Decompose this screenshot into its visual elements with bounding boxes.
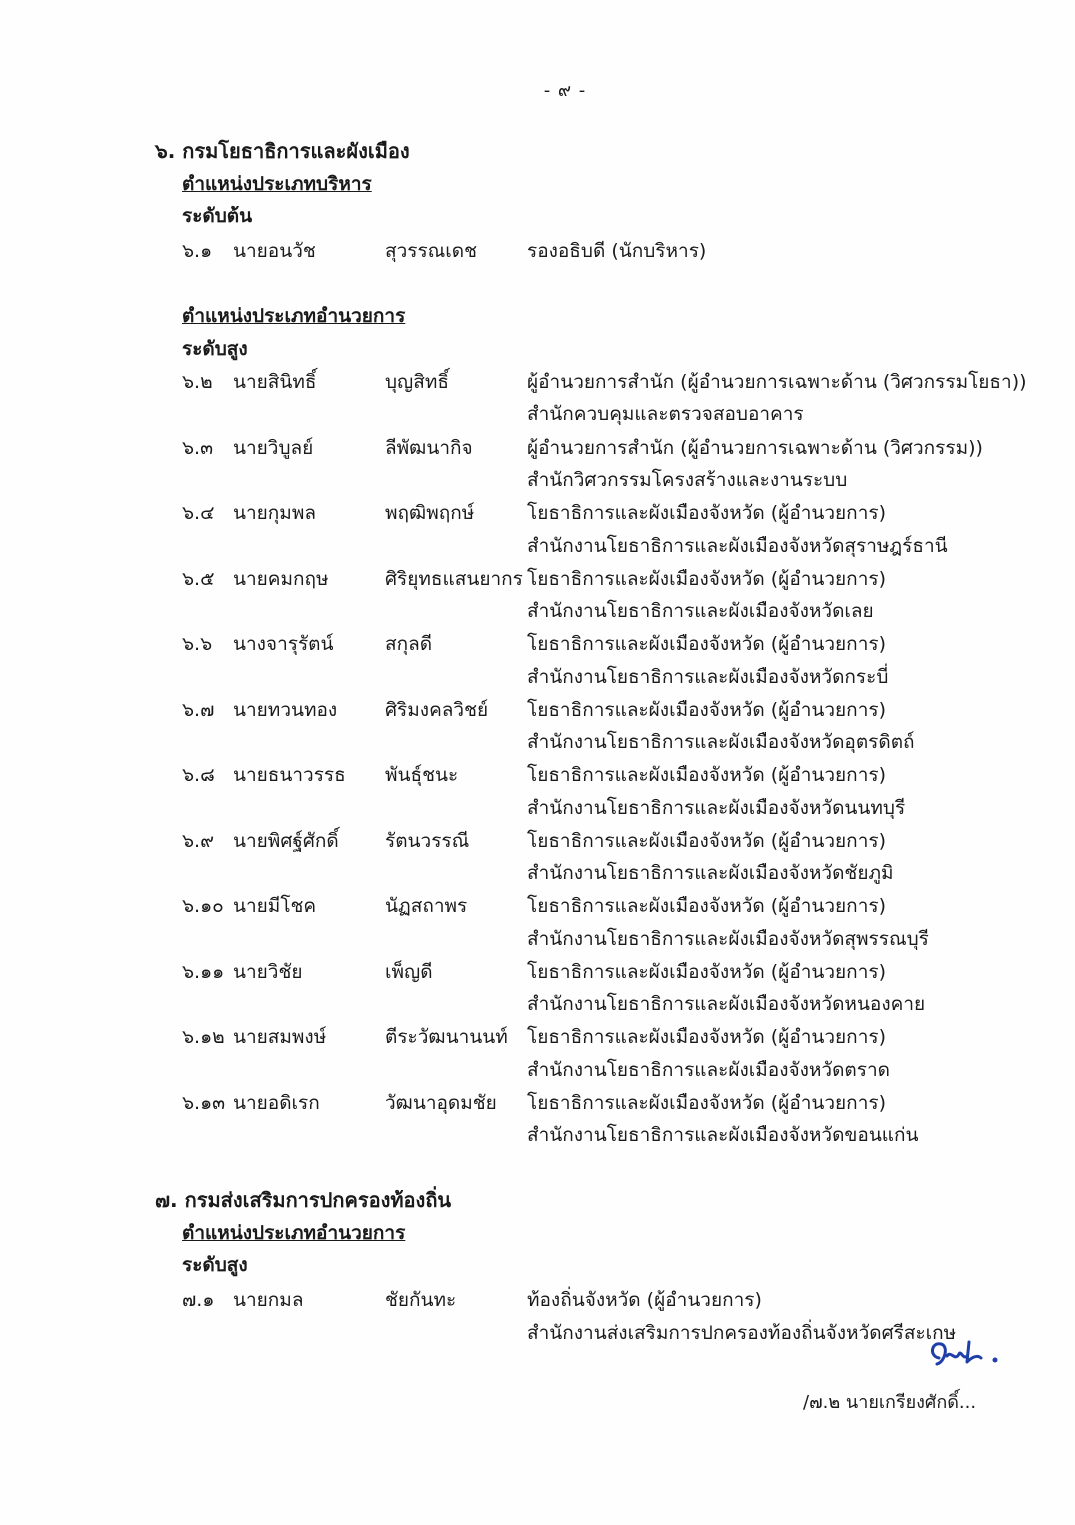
entry-last-name: พฤฒิพฤกษ์ xyxy=(385,502,475,524)
entry-last-name: บุญสิทธิ์ xyxy=(385,371,449,393)
entry-number: ๖.๓ xyxy=(182,437,214,459)
entry-position: โยธาธิการและผังเมืองจังหวัด (ผู้อำนวยการ) xyxy=(527,1026,886,1048)
entry-last-name: วัฒนาอุดมชัย xyxy=(385,1092,497,1114)
section-7-title: ๗. กรมส่งเสริมการปกครองท้องถิ่น xyxy=(155,1188,452,1212)
entry-first-name: นายมีโชค xyxy=(233,895,317,917)
entry-last-name: พันธุ์ชนะ xyxy=(385,764,459,786)
entry-first-name: นายสมพงษ์ xyxy=(233,1026,327,1048)
entry-last-name: เพ็ญดี xyxy=(385,961,433,983)
entry-first-name: นายกุมพล xyxy=(233,502,316,524)
section-6-group-1-type: ตำแหน่งประเภทบริหาร xyxy=(182,173,372,195)
entry-last-name: ตีระวัฒนานนท์ xyxy=(385,1026,508,1048)
entry-first-name: นายอนวัช xyxy=(233,240,316,262)
entry-position: โยธาธิการและผังเมืองจังหวัด (ผู้อำนวยการ) xyxy=(527,502,886,524)
section-7-group-1-level: ระดับสูง xyxy=(182,1254,248,1276)
entry-number: ๖.๔ xyxy=(182,502,215,524)
entry-office: สำนักงานโยธาธิการและผังเมืองจังหวัดอุตรดิตถ์ xyxy=(527,731,915,753)
entry-last-name: รัตนวรรณี xyxy=(385,830,470,852)
entry-office: สำนักวิศวกรรมโครงสร้างและงานระบบ xyxy=(527,469,848,491)
entry-number: ๖.๑๒ xyxy=(182,1026,225,1048)
entry-position: โยธาธิการและผังเมืองจังหวัด (ผู้อำนวยการ) xyxy=(527,568,886,590)
entry-last-name: ศิริมงคลวิชย์ xyxy=(385,699,489,721)
entry-position: ผู้อำนวยการสำนัก (ผู้อำนวยการเฉพาะด้าน (วิศวกรรม)) xyxy=(527,437,983,459)
entry-number: ๖.๗ xyxy=(182,699,215,721)
entry-position: โยธาธิการและผังเมืองจังหวัด (ผู้อำนวยการ) xyxy=(527,895,886,917)
entry-office: สำนักงานโยธาธิการและผังเมืองจังหวัดขอนแก่น xyxy=(527,1124,919,1146)
entry-office: สำนักงานโยธาธิการและผังเมืองจังหวัดชัยภูมิ xyxy=(527,862,894,884)
entry-first-name: นายวิบูลย์ xyxy=(233,437,314,459)
section-6-group-2-type: ตำแหน่งประเภทอำนวยการ xyxy=(182,305,406,327)
entry-position: รองอธิบดี (นักบริหาร) xyxy=(527,240,707,262)
entry-first-name: นายวิชัย xyxy=(233,961,303,983)
entry-position: โยธาธิการและผังเมืองจังหวัด (ผู้อำนวยการ) xyxy=(527,633,886,655)
section-6-group-1-level: ระดับต้น xyxy=(182,205,253,227)
section-6-group-2-level: ระดับสูง xyxy=(182,338,248,360)
entry-number: ๖.๑๓ xyxy=(182,1092,226,1114)
entry-first-name: นายอดิเรก xyxy=(233,1092,320,1114)
entry-office: สำนักงานโยธาธิการและผังเมืองจังหวัดตราด xyxy=(527,1059,890,1081)
entry-position: ท้องถิ่นจังหวัด (ผู้อำนวยการ) xyxy=(527,1289,762,1311)
entry-number: ๖.๑ xyxy=(182,240,213,262)
entry-number: ๖.๘ xyxy=(182,764,215,786)
entry-number: ๖.๕ xyxy=(182,568,215,590)
entry-first-name: นางจารุรัตน์ xyxy=(233,633,334,655)
section-6-title: ๖. กรมโยธาธิการและผังเมือง xyxy=(155,139,410,163)
entry-first-name: นายธนาวรรธ xyxy=(233,764,346,786)
entry-position: โยธาธิการและผังเมืองจังหวัด (ผู้อำนวยการ) xyxy=(527,1092,886,1114)
page-number: - ๙ - xyxy=(543,80,587,101)
entry-last-name: สกุลดี xyxy=(385,633,433,655)
entry-number: ๖.๖ xyxy=(182,633,213,655)
entry-first-name: นายทวนทอง xyxy=(233,699,338,721)
entry-position: โยธาธิการและผังเมืองจังหวัด (ผู้อำนวยการ) xyxy=(527,764,886,786)
entry-first-name: นายพิศฐ์ศักดิ์ xyxy=(233,830,339,852)
entry-last-name: ชัยกันทะ xyxy=(385,1289,457,1311)
entry-last-name: นัฏสถาพร xyxy=(385,895,468,917)
entry-office: สำนักงานโยธาธิการและผังเมืองจังหวัดสุราษฎร์ธานี xyxy=(527,535,948,557)
entry-last-name: สุวรรณเดช xyxy=(385,240,478,262)
section-7-group-1-type: ตำแหน่งประเภทอำนวยการ xyxy=(182,1222,406,1244)
entry-first-name: นายคมกฤษ xyxy=(233,568,329,590)
entry-position: โยธาธิการและผังเมืองจังหวัด (ผู้อำนวยการ) xyxy=(527,830,886,852)
entry-office: สำนักงานโยธาธิการและผังเมืองจังหวัดนนทบุรี xyxy=(527,797,906,819)
entry-office: สำนักงานโยธาธิการและผังเมืองจังหวัดหนองคาย xyxy=(527,993,926,1015)
entry-first-name: นายสินิทธิ์ xyxy=(233,371,317,393)
entry-office: สำนักควบคุมและตรวจสอบอาคาร xyxy=(527,403,804,425)
entry-number: ๖.๒ xyxy=(182,371,213,393)
entry-last-name: ศิริยุทธแสนยากร xyxy=(385,568,523,590)
entry-office: สำนักงานโยธาธิการและผังเมืองจังหวัดสุพรรณบุรี xyxy=(527,928,929,950)
entry-number: ๖.๙ xyxy=(182,830,215,852)
entry-number: ๗.๑ xyxy=(182,1289,215,1311)
entry-office: สำนักงานโยธาธิการและผังเมืองจังหวัดกระบี่ xyxy=(527,666,889,688)
continuation-note: /๗.๒ นายเกรียงศักดิ์... xyxy=(803,1392,977,1413)
entry-position: ผู้อำนวยการสำนัก (ผู้อำนวยการเฉพาะด้าน (วิศวกรรมโยธา)) xyxy=(527,371,1027,393)
entry-number: ๖.๑๐ xyxy=(182,895,224,917)
entry-last-name: ลีพัฒนากิจ xyxy=(385,437,473,459)
entry-office: สำนักงานส่งเสริมการปกครองท้องถิ่นจังหวัดศรีสะเกษ xyxy=(527,1322,957,1344)
entry-position: โยธาธิการและผังเมืองจังหวัด (ผู้อำนวยการ) xyxy=(527,961,886,983)
entry-first-name: นายกมล xyxy=(233,1289,304,1311)
entry-position: โยธาธิการและผังเมืองจังหวัด (ผู้อำนวยการ) xyxy=(527,699,886,721)
entry-number: ๖.๑๑ xyxy=(182,961,225,983)
signature-mark xyxy=(925,1332,1005,1372)
entry-office: สำนักงานโยธาธิการและผังเมืองจังหวัดเลย xyxy=(527,600,874,622)
